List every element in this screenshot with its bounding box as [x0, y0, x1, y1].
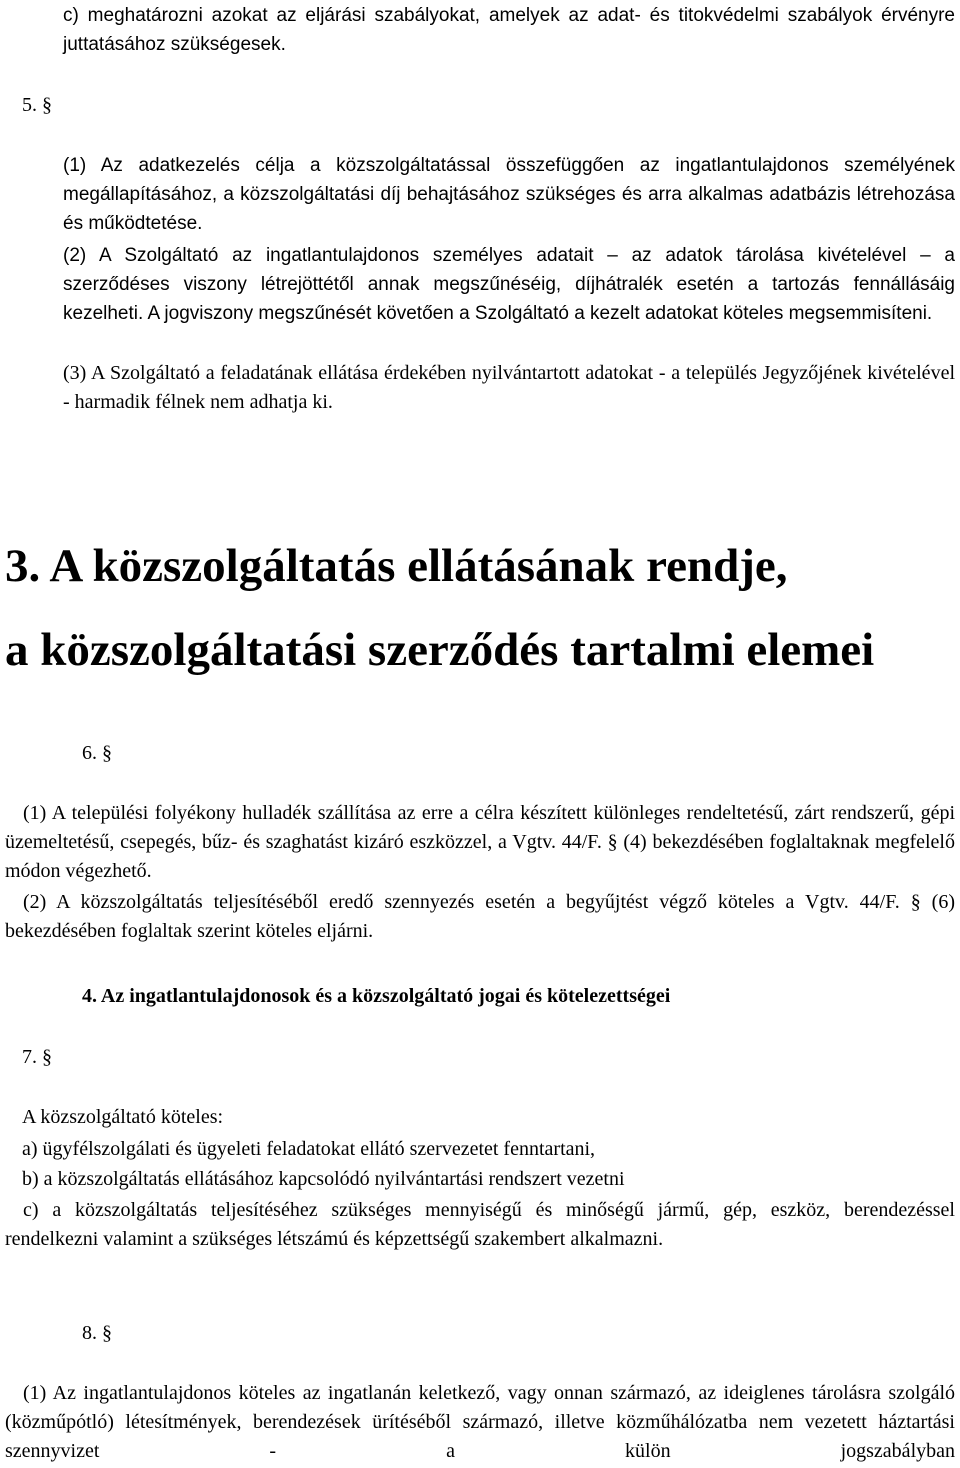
chapter-4-title: 4. Az ingatlantulajdonosok és a közszolgáltató jogai és kötelezettségei	[82, 985, 671, 1007]
section-8-mark: 8. §	[82, 1322, 112, 1344]
section-7-mark: 7. §	[22, 1046, 52, 1068]
paragraph-item-c-top: c) meghatározni azokat az eljárási szabályokat, amelyek az adat- és titokvédelmi szabályok érvényre juttatásához szükségesek.	[63, 5, 955, 55]
section-7-intro: A közszolgáltató köteles:	[22, 1106, 224, 1128]
chapter-3-title-line-1: 3. A közszolgáltatás ellátásának rendje,	[5, 540, 788, 592]
section-7-item-b: b) a közszolgáltatás ellátásához kapcsolódó nyilvántartási rendszert vezetni	[22, 1168, 625, 1190]
section-5-paragraph-1: (1) Az adatkezelés célja a közszolgáltatással összefüggően az ingatlantulajdonos személyének megállapításához, a közszolgáltatási díj behajtásához szükséges és arra alkalmas adatbázis létrehozása és működtetése.	[63, 155, 955, 234]
chapter-3-title-line-2: a közszolgáltatási szerződés tartalmi elemei	[5, 624, 875, 676]
section-6-mark: 6. §	[82, 742, 112, 764]
section-7-item-c: c) a közszolgáltatás teljesítéséhez szükséges mennyiségű és minőségű jármű, gép, eszköz, berendezéssel rendelkezni valamint a szükséges létszámú és képzettségű szakembert alkalmazni.	[5, 1199, 955, 1250]
section-8-paragraph-1: (1) Az ingatlantulajdonos köteles az ingatlanán keletkező, vagy onnan származó, az ideiglenes tárolásra szolgáló (közműpótló) létesítmények, berendezések ürítéséből származó, illetve közműhálózatba nem vezetett háztartási szennyvizet - a külön jogszabályban	[5, 1382, 955, 1462]
section-6-paragraph-2: (2) A közszolgáltatás teljesítéséből eredő szennyezés esetén a begyűjtést végző köteles a Vgtv. 44/F. § (6) bekezdésében foglaltak szerint köteles eljárni.	[5, 891, 955, 942]
section-7-item-a: a) ügyfélszolgálati és ügyeleti feladatokat ellátó szervezetet fenntartani,	[22, 1138, 596, 1160]
section-5-mark: 5. §	[22, 94, 52, 116]
section-5-paragraph-2: (2) A Szolgáltató az ingatlantulajdonos személyes adatait – az adatok tárolása kivételével – a szerződéses viszony létrejöttétől annak megszűnéséig, díjhátralék esetén a tartozás fennállásáig kezelheti. A jogviszony megszűnését követően a Szolgáltató a kezelt adatokat köteles megsemmisíteni.	[63, 245, 955, 324]
section-5-paragraph-3: (3) A Szolgáltató a feladatának ellátása érdekében nyilvántartott adatokat - a település Jegyzőjének kivételével - harmadik félnek nem adhatja ki.	[63, 362, 955, 413]
section-6-paragraph-1: (1) A települési folyékony hulladék szállítása az erre a célra készített különleges rendeltetésű, zárt rendszerű, gépi üzemeltetésű, csepegés, bűz- és szaghatást kizáró eszközzel, a Vgtv. 44/F. § (4) bekezdésében foglaltaknak megfelelő módon végezhető.	[5, 802, 955, 882]
